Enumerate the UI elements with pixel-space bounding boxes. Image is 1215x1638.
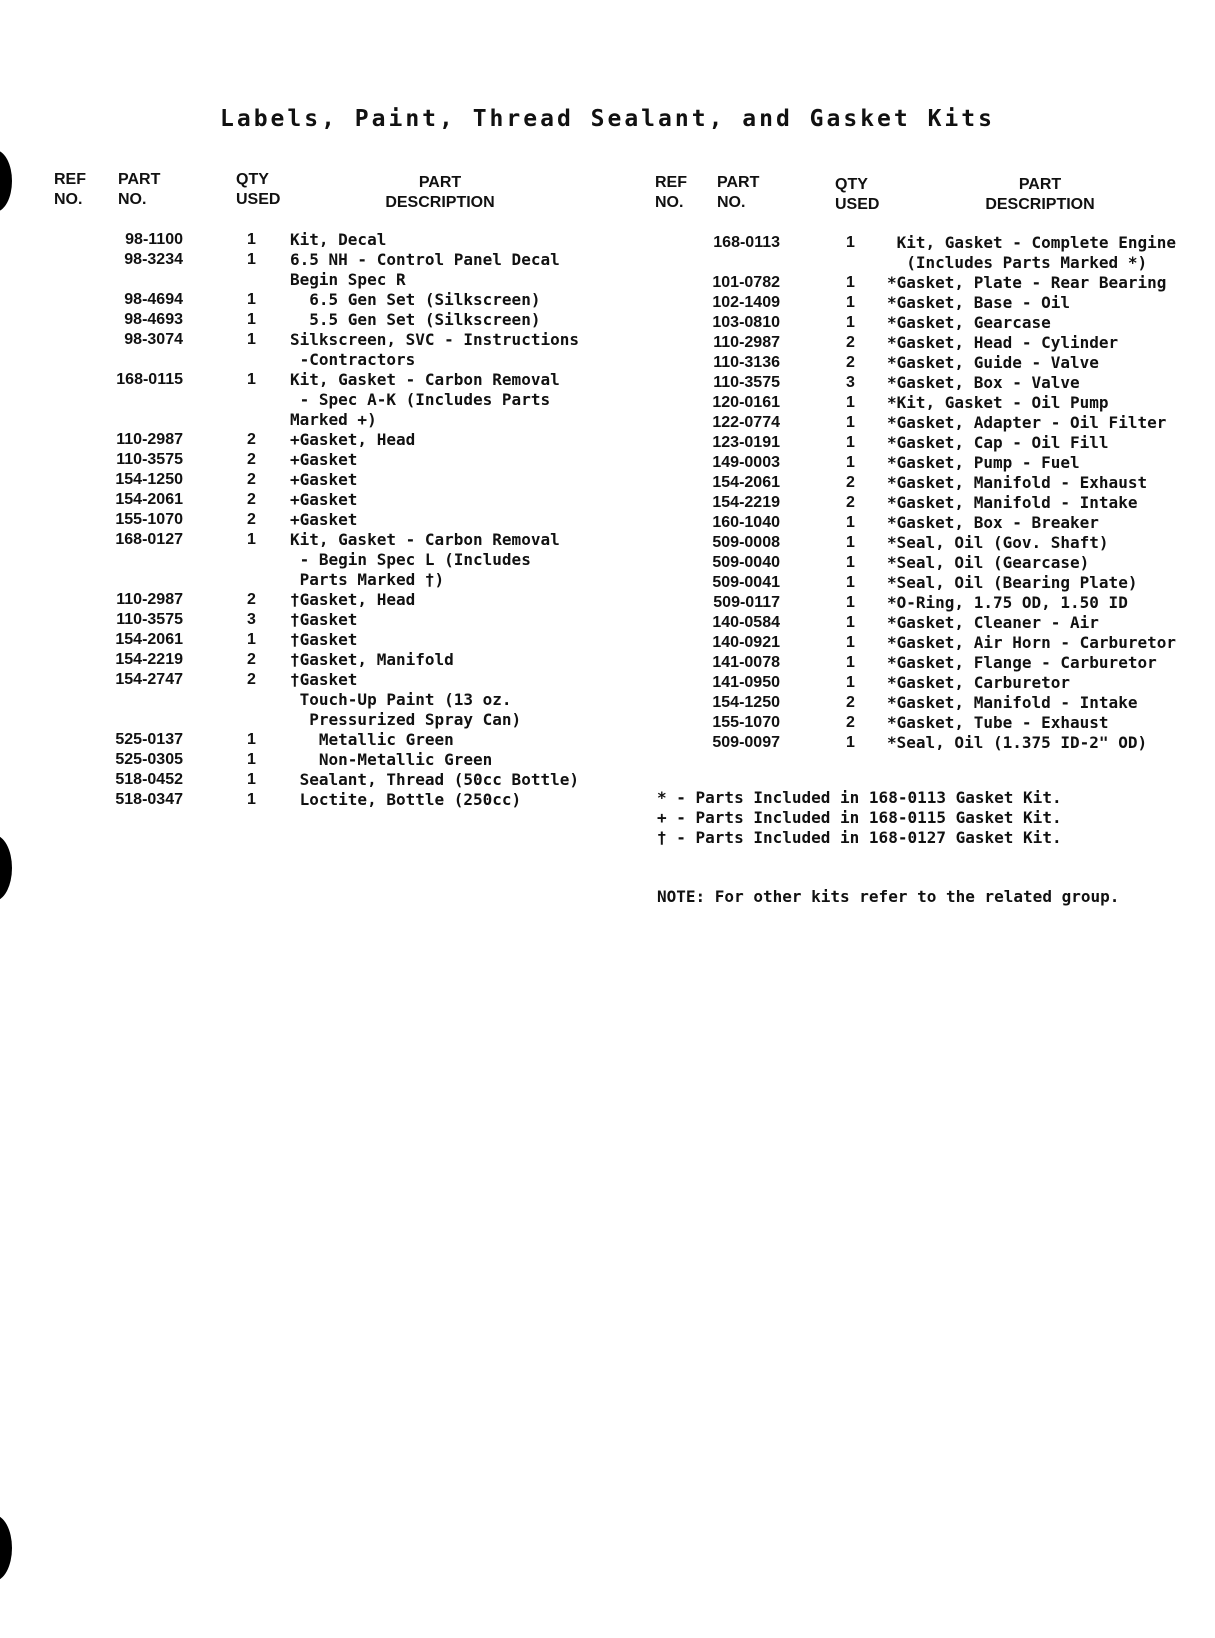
table-row (0, 270, 640, 290)
quantity: 1 (846, 454, 855, 471)
part-number: 154-2061 (115, 631, 183, 648)
table-row (0, 670, 640, 690)
table-row (0, 430, 640, 450)
table-row (600, 573, 1215, 593)
part-description: Non-Metallic Green (290, 750, 493, 769)
part-number: 155-1070 (712, 714, 780, 731)
left-header-part-line2: NO. (118, 191, 147, 208)
quantity: 2 (846, 474, 855, 491)
part-number: 525-0305 (115, 751, 183, 768)
table-row (600, 333, 1215, 353)
part-description: Kit, Decal (290, 230, 387, 249)
left-header-qty (236, 170, 280, 210)
left-header-qty-line1: QTY (236, 171, 269, 188)
quantity: 1 (846, 634, 855, 651)
right-header-desc-line1: PART (1018, 176, 1062, 193)
part-number: 140-0584 (712, 614, 780, 631)
part-number: 141-0078 (712, 654, 780, 671)
part-description: *Gasket, Manifold - Intake (887, 693, 1138, 712)
table-row (0, 610, 640, 630)
table-row (0, 450, 640, 470)
punch-hole-top (0, 150, 12, 212)
part-description: †Gasket, Head (290, 590, 416, 609)
table-row (0, 250, 640, 270)
table-row (600, 313, 1215, 333)
page-title: Labels, Paint, Thread Sealant, and Gasket Kits (220, 106, 995, 132)
part-description: 6.5 NH - Control Panel Decal (290, 250, 560, 269)
quantity: 1 (247, 731, 256, 748)
part-number: 123-0191 (712, 434, 780, 451)
quantity: 1 (247, 631, 256, 648)
legend-item: † - Parts Included in 168-0127 Gasket Kit. (657, 828, 1062, 847)
part-number: 110-3575 (116, 611, 183, 628)
part-description: *Seal, Oil (1.375 ID-2" OD) (887, 733, 1148, 752)
part-number: 154-2219 (115, 651, 183, 668)
part-description: *Gasket, Cap - Oil Fill (887, 433, 1109, 452)
quantity: 2 (247, 431, 256, 448)
table-row (0, 710, 640, 730)
part-number: 509-0008 (712, 534, 780, 551)
quantity: 2 (846, 354, 855, 371)
quantity: 1 (846, 614, 855, 631)
part-number: 168-0113 (713, 234, 780, 251)
part-description: †Gasket, Manifold (290, 650, 454, 669)
part-number: 140-0921 (712, 634, 780, 651)
part-number: 154-2219 (712, 494, 780, 511)
table-row (0, 630, 640, 650)
right-header-description (930, 175, 1150, 215)
part-description: Sealant, Thread (50cc Bottle) (290, 770, 579, 789)
part-description: *Gasket, Tube - Exhaust (887, 713, 1109, 732)
part-description: *Gasket, Manifold - Exhaust (887, 473, 1148, 492)
part-number: 110-2987 (116, 431, 183, 448)
part-number: 509-0097 (712, 734, 780, 751)
part-description: *Gasket, Cleaner - Air (887, 613, 1099, 632)
table-row (0, 390, 640, 410)
part-number: 98-1100 (125, 231, 183, 248)
part-number: 160-1040 (712, 514, 780, 531)
part-description: *Gasket, Gearcase (887, 313, 1051, 332)
right-header-part-line1: PART (717, 174, 760, 191)
part-number: 168-0115 (116, 371, 183, 388)
quantity: 2 (247, 591, 256, 608)
part-description: +Gasket (290, 470, 358, 489)
table-row (600, 493, 1215, 513)
table-row (600, 713, 1215, 733)
part-description: *O-Ring, 1.75 OD, 1.50 ID (887, 593, 1128, 612)
right-header-desc-line2: DESCRIPTION (985, 196, 1095, 213)
part-description: *Gasket, Plate - Rear Bearing (887, 273, 1167, 292)
part-number: 509-0041 (712, 574, 780, 591)
quantity: 1 (247, 331, 256, 348)
part-number: 141-0950 (712, 674, 780, 691)
part-number: 103-0810 (712, 314, 780, 331)
quantity: 1 (846, 274, 855, 291)
note: NOTE: For other kits refer to the related group. (657, 887, 1120, 906)
table-row (600, 653, 1215, 673)
table-row (600, 593, 1215, 613)
punch-hole-bottom (0, 1515, 12, 1581)
part-number: 110-3575 (713, 374, 780, 391)
table-row (600, 453, 1215, 473)
table-row (0, 470, 640, 490)
table-row (600, 353, 1215, 373)
table-row (0, 370, 640, 390)
part-description: *Seal, Oil (Gearcase) (887, 553, 1090, 572)
table-row (600, 533, 1215, 553)
quantity: 1 (247, 311, 256, 328)
table-row (0, 730, 640, 750)
part-description: 6.5 Gen Set (Silkscreen) (290, 290, 541, 309)
table-row (600, 413, 1215, 433)
table-row (600, 293, 1215, 313)
part-description: *Gasket, Head - Cylinder (887, 333, 1119, 352)
part-description: Silkscreen, SVC - Instructions (290, 330, 579, 349)
part-description: Kit, Gasket - Complete Engine (887, 233, 1176, 252)
part-number: 102-1409 (712, 294, 780, 311)
part-description: +Gasket (290, 490, 358, 509)
quantity: 2 (247, 491, 256, 508)
right-header-part (717, 173, 759, 213)
quantity: 1 (846, 534, 855, 551)
part-number: 154-2061 (115, 491, 183, 508)
right-header-qty-line2: USED (835, 196, 880, 213)
part-number: 154-1250 (115, 471, 183, 488)
table-row (600, 473, 1215, 493)
part-number: 154-1250 (712, 694, 780, 711)
part-number: 98-3234 (124, 251, 183, 268)
quantity: 1 (846, 654, 855, 671)
part-description: - Begin Spec L (Includes (290, 550, 531, 569)
part-number: 98-4694 (124, 291, 183, 308)
part-number: 98-3074 (124, 331, 183, 348)
part-description: (Includes Parts Marked *) (887, 253, 1148, 272)
part-description: 5.5 Gen Set (Silkscreen) (290, 310, 541, 329)
part-description: †Gasket (290, 630, 358, 649)
part-description: *Gasket, Box - Valve (887, 373, 1080, 392)
part-number: 120-0161 (712, 394, 780, 411)
table-row (0, 410, 640, 430)
part-description: Loctite, Bottle (250cc) (290, 790, 522, 809)
quantity: 1 (247, 251, 256, 268)
quantity: 1 (247, 371, 256, 388)
table-row (600, 233, 1215, 253)
part-description: *Seal, Oil (Gov. Shaft) (887, 533, 1109, 552)
table-row (600, 553, 1215, 573)
table-row (0, 570, 640, 590)
table-row (0, 290, 640, 310)
part-number: 509-0040 (712, 554, 780, 571)
part-number: 509-0117 (713, 594, 780, 611)
left-header-ref (54, 170, 86, 210)
right-header-part-line2: NO. (717, 194, 746, 211)
part-description: *Gasket, Flange - Carburetor (887, 653, 1157, 672)
quantity: 3 (247, 611, 256, 628)
table-row (600, 433, 1215, 453)
part-number: 110-3136 (713, 354, 780, 371)
part-description: *Gasket, Guide - Valve (887, 353, 1099, 372)
part-number: 98-4693 (124, 311, 183, 328)
part-description: Parts Marked †) (290, 570, 445, 589)
quantity: 1 (846, 514, 855, 531)
part-number: 168-0127 (115, 531, 183, 548)
quantity: 1 (846, 734, 855, 751)
quantity: 2 (846, 494, 855, 511)
part-number: 518-0452 (115, 771, 183, 788)
part-number: 110-2987 (116, 591, 183, 608)
quantity: 1 (247, 771, 256, 788)
part-number: 110-3575 (116, 451, 183, 468)
table-row (600, 693, 1215, 713)
part-description: *Gasket, Adapter - Oil Filter (887, 413, 1167, 432)
part-description: †Gasket (290, 670, 358, 689)
right-header-qty-line1: QTY (835, 176, 868, 193)
left-header-description (330, 173, 550, 213)
left-parts-table (0, 230, 640, 810)
quantity: 2 (846, 334, 855, 351)
part-number: 155-1070 (115, 511, 183, 528)
table-row (600, 633, 1215, 653)
right-header-ref (655, 173, 687, 213)
table-row (0, 650, 640, 670)
left-header-ref-line2: NO. (54, 191, 83, 208)
part-number: 110-2987 (713, 334, 780, 351)
quantity: 1 (846, 674, 855, 691)
part-description: *Gasket, Base - Oil (887, 293, 1071, 312)
quantity: 1 (846, 234, 855, 251)
table-row (600, 253, 1215, 273)
quantity: 1 (247, 231, 256, 248)
punch-hole-middle (0, 835, 12, 901)
table-row (0, 490, 640, 510)
table-row (600, 733, 1215, 753)
part-description: *Gasket, Carburetor (887, 673, 1071, 692)
table-row (0, 310, 640, 330)
quantity: 1 (846, 394, 855, 411)
quantity: 1 (846, 594, 855, 611)
quantity: 2 (247, 451, 256, 468)
right-header-qty (835, 175, 879, 215)
part-description: +Gasket (290, 450, 358, 469)
part-description: Marked +) (290, 410, 377, 429)
quantity: 1 (846, 294, 855, 311)
part-description: *Kit, Gasket - Oil Pump (887, 393, 1109, 412)
left-header-part-line1: PART (118, 171, 161, 188)
quantity: 1 (247, 531, 256, 548)
table-row (600, 373, 1215, 393)
part-description: Touch-Up Paint (13 oz. (290, 690, 512, 709)
table-row (0, 350, 640, 370)
quantity: 2 (247, 511, 256, 528)
part-description: *Gasket, Air Horn - Carburetor (887, 633, 1176, 652)
quantity: 2 (846, 694, 855, 711)
right-parts-table (600, 233, 1215, 753)
left-header-desc-line2: DESCRIPTION (385, 194, 495, 211)
quantity: 2 (247, 651, 256, 668)
quantity: 2 (247, 671, 256, 688)
table-row (0, 330, 640, 350)
table-row (600, 513, 1215, 533)
quantity: 3 (846, 374, 855, 391)
table-row (0, 530, 640, 550)
part-description: - Spec A-K (Includes Parts (290, 390, 551, 409)
quantity: 2 (247, 471, 256, 488)
part-description: -Contractors (290, 350, 416, 369)
table-row (600, 613, 1215, 633)
table-row (0, 230, 640, 250)
quantity: 1 (846, 414, 855, 431)
left-header-desc-line1: PART (418, 174, 462, 191)
part-number: 154-2747 (115, 671, 183, 688)
quantity: 1 (846, 574, 855, 591)
part-description: *Seal, Oil (Bearing Plate) (887, 573, 1138, 592)
part-description: †Gasket (290, 610, 358, 629)
right-header-ref-line2: NO. (655, 194, 684, 211)
quantity: 2 (846, 714, 855, 731)
part-description: +Gasket, Head (290, 430, 416, 449)
table-row (600, 393, 1215, 413)
part-number: 518-0347 (115, 791, 183, 808)
table-row (0, 550, 640, 570)
legend-item: * - Parts Included in 168-0113 Gasket Kit. (657, 788, 1062, 807)
part-description: Kit, Gasket - Carbon Removal (290, 530, 560, 549)
part-description: Begin Spec R (290, 270, 406, 289)
quantity: 1 (247, 791, 256, 808)
quantity: 1 (846, 554, 855, 571)
table-row (0, 790, 640, 810)
part-description: Pressurized Spray Can) (290, 710, 522, 729)
part-number: 122-0774 (712, 414, 780, 431)
quantity: 1 (846, 434, 855, 451)
table-row (0, 750, 640, 770)
left-header-qty-line2: USED (236, 191, 281, 208)
table-row (0, 510, 640, 530)
part-description: *Gasket, Box - Breaker (887, 513, 1099, 532)
part-number: 154-2061 (712, 474, 780, 491)
table-row (0, 690, 640, 710)
right-header-ref-line1: REF (655, 174, 687, 191)
part-description: Kit, Gasket - Carbon Removal (290, 370, 560, 389)
part-number: 525-0137 (115, 731, 183, 748)
part-description: Metallic Green (290, 730, 454, 749)
part-number: 149-0003 (712, 454, 780, 471)
table-row (0, 770, 640, 790)
quantity: 1 (846, 314, 855, 331)
quantity: 1 (247, 291, 256, 308)
legend-item: + - Parts Included in 168-0115 Gasket Kit. (657, 808, 1062, 827)
part-number: 101-0782 (712, 274, 780, 291)
part-description: *Gasket, Manifold - Intake (887, 493, 1138, 512)
legend (657, 788, 1062, 848)
part-description: +Gasket (290, 510, 358, 529)
left-header-part (118, 170, 160, 210)
table-row (600, 273, 1215, 293)
quantity: 1 (247, 751, 256, 768)
left-header-ref-line1: REF (54, 171, 86, 188)
table-row (600, 673, 1215, 693)
part-description: *Gasket, Pump - Fuel (887, 453, 1080, 472)
table-row (0, 590, 640, 610)
